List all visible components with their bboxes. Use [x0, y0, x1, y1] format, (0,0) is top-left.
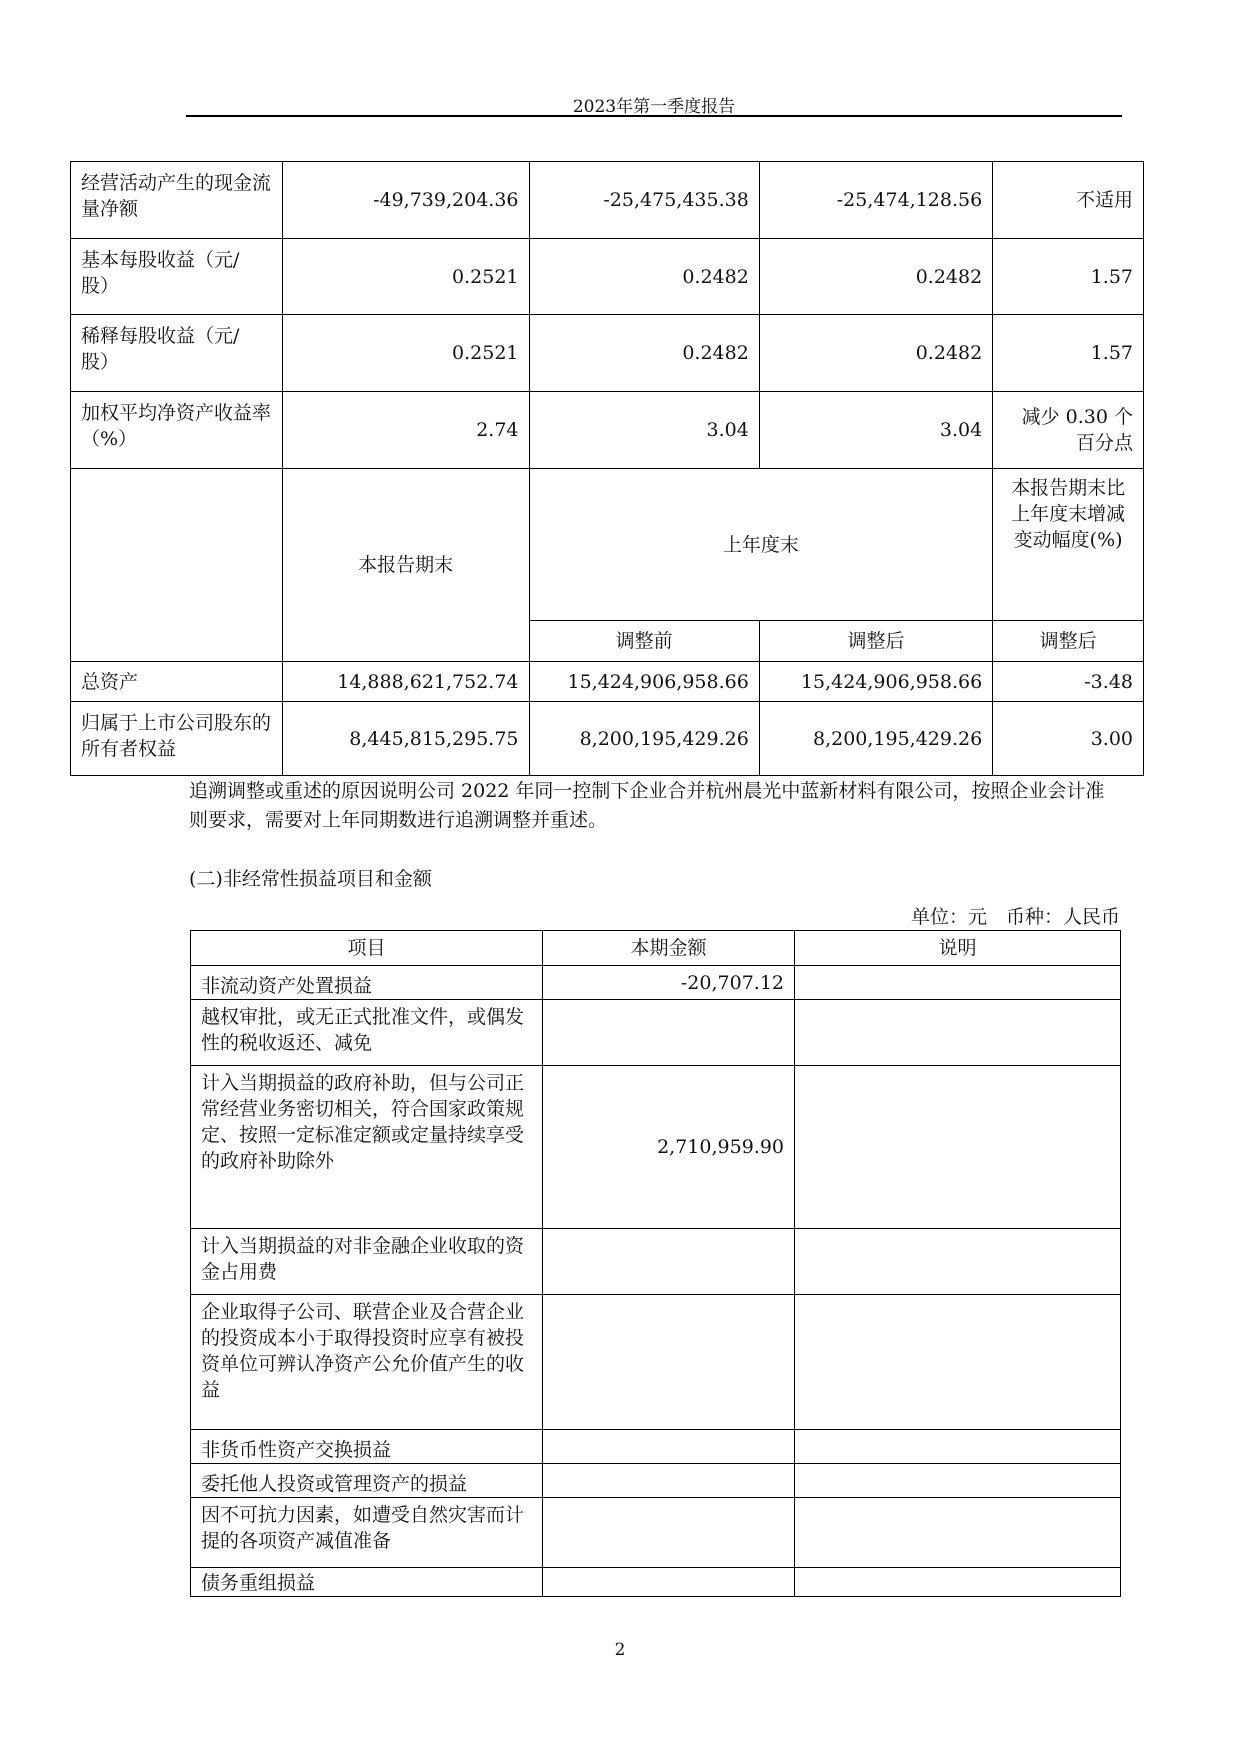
item-label: 企业取得子公司、联营企业及合营企业的投资成本小于取得投资时应享有被投资单位可辨认净资产公允价值产生的收益	[191, 1295, 543, 1430]
cell-before: -25,475,435.38	[529, 162, 759, 239]
cell-after: 15,424,906,958.66	[759, 662, 992, 702]
row-label: 经营活动产生的现金流 量净额	[71, 162, 283, 239]
header-change-after-adjust: 调整后	[993, 621, 1144, 662]
table-row	[191, 1066, 1121, 1229]
item-amount	[543, 1464, 795, 1498]
item-note	[795, 966, 1121, 1000]
item-amount	[543, 1229, 795, 1295]
row-label: 基本每股收益（元/ 股）	[71, 239, 283, 315]
restatement-note: 追溯调整或重述的原因说明公司 2022 年同一控制下企业合并杭州晨光中蓝新材料有限公司，按照企业会计准则要求，需要对上年同期数进行追溯调整并重述。	[189, 780, 1105, 831]
cell-change: 1.57	[993, 315, 1144, 392]
item-amount	[543, 1295, 795, 1430]
table-row	[71, 239, 1144, 315]
cell-after: 0.2482	[759, 315, 992, 392]
header-change: 本报告期末比 上年度末增减 变动幅度(%)	[993, 469, 1144, 621]
header-divider	[186, 115, 1122, 117]
item-amount	[543, 1498, 795, 1568]
cell-after: -25,474,128.56	[759, 162, 992, 239]
key-financials-table	[70, 161, 1144, 776]
table-header-row	[71, 469, 1144, 621]
header-amount: 本期金额	[543, 931, 795, 966]
cell-after: 3.04	[759, 392, 992, 469]
cell-current: 0.2521	[282, 239, 529, 315]
table-row	[71, 702, 1144, 776]
item-label: 委托他人投资或管理资产的损益	[191, 1464, 543, 1498]
header-note: 说明	[795, 931, 1121, 966]
item-label: 因不可抗力因素，如遭受自然灾害而计提的各项资产减值准备	[191, 1498, 543, 1568]
table-row	[191, 1295, 1121, 1430]
table-row	[191, 1498, 1121, 1568]
cell-before: 3.04	[529, 392, 759, 469]
header-before-adjust: 调整前	[529, 621, 759, 662]
item-label: 计入当期损益的政府补助，但与公司正常经营业务密切相关，符合国家政策规定、按照一定标准定额或定量持续享受的政府补助除外	[191, 1066, 543, 1229]
table-row	[191, 1430, 1121, 1464]
item-label: 债务重组损益	[191, 1568, 543, 1597]
cell-current: 14,888,621,752.74	[282, 662, 529, 702]
table-row	[71, 662, 1144, 702]
table-row	[191, 1568, 1121, 1597]
blank-header-cell	[71, 469, 283, 662]
cell-change: 3.00	[993, 702, 1144, 776]
item-label: 非货币性资产交换损益	[191, 1430, 543, 1464]
item-label: 非流动资产处置损益	[191, 966, 543, 1000]
item-note	[795, 1464, 1121, 1498]
table-header-row	[191, 931, 1121, 966]
cell-change: -3.48	[993, 662, 1144, 702]
cell-change: 减少 0.30 个 百分点	[993, 392, 1144, 469]
cell-current: 2.74	[282, 392, 529, 469]
table-row	[191, 966, 1121, 1000]
header-current-period-end: 本报告期末	[282, 469, 529, 662]
unit-currency-line: 单位：元 币种：人民币	[910, 906, 1120, 928]
cell-current: 0.2521	[282, 315, 529, 392]
cell-after: 8,200,195,429.26	[759, 702, 992, 776]
table-row	[71, 162, 1144, 239]
row-label: 总资产	[71, 662, 283, 702]
table-row	[191, 1000, 1121, 1066]
page-number: 2	[614, 1640, 626, 1660]
item-label: 计入当期损益的对非金融企业收取的资金占用费	[191, 1229, 543, 1295]
table-row	[191, 1464, 1121, 1498]
cell-before: 0.2482	[529, 239, 759, 315]
header-last-year-end: 上年度末	[529, 469, 993, 621]
cell-current: 8,445,815,295.75	[282, 702, 529, 776]
row-label: 稀释每股收益（元/ 股）	[71, 315, 283, 392]
header-after-adjust: 调整后	[759, 621, 992, 662]
item-note	[795, 1066, 1121, 1229]
item-note	[795, 1498, 1121, 1568]
cell-current: -49,739,204.36	[282, 162, 529, 239]
item-amount: -20,707.12	[543, 966, 795, 1000]
cell-change: 1.57	[993, 239, 1144, 315]
item-note	[795, 1430, 1121, 1464]
row-label: 归属于上市公司股东的 所有者权益	[71, 702, 283, 776]
item-amount	[543, 1568, 795, 1597]
item-note	[795, 1229, 1121, 1295]
cell-before: 0.2482	[529, 315, 759, 392]
item-amount	[543, 1000, 795, 1066]
cell-before: 8,200,195,429.26	[529, 702, 759, 776]
item-note	[795, 1568, 1121, 1597]
item-note	[795, 1295, 1121, 1430]
header-item: 项目	[191, 931, 543, 966]
page-header-title: 2023年第一季度报告	[572, 97, 736, 117]
table-row	[71, 392, 1144, 469]
non-recurring-items-table	[190, 930, 1121, 1597]
item-label: 越权审批，或无正式批准文件，或偶发性的税收返还、减免	[191, 1000, 543, 1066]
item-amount: 2,710,959.90	[543, 1066, 795, 1229]
cell-change: 不适用	[993, 162, 1144, 239]
section-title: (二)非经常性损益项目和金额	[189, 868, 432, 890]
row-label: 加权平均净资产收益率 （%）	[71, 392, 283, 469]
table-row	[191, 1229, 1121, 1295]
cell-before: 15,424,906,958.66	[529, 662, 759, 702]
item-amount	[543, 1430, 795, 1464]
table-row	[71, 315, 1144, 392]
item-note	[795, 1000, 1121, 1066]
cell-after: 0.2482	[759, 239, 992, 315]
